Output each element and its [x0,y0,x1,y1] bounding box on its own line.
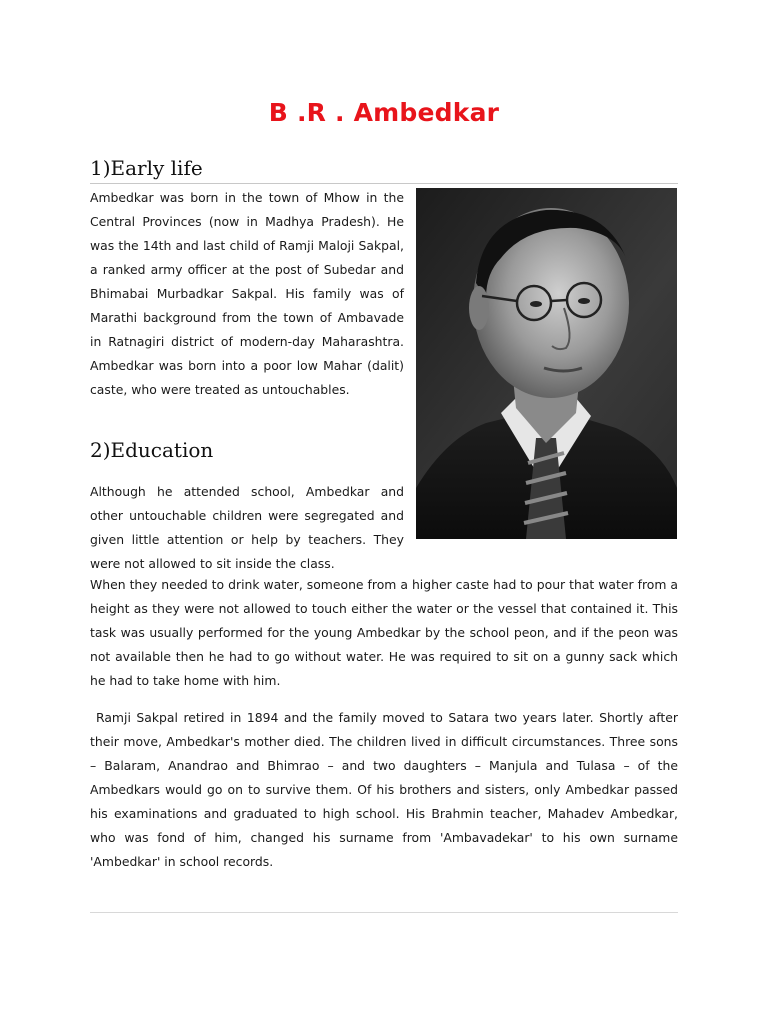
education-paragraph-full: When they needed to drink water, someone from a higher caste had to pour that water from a height as they were not allowed to touch either the water or the vessel that contained it. This task was usually performed for the young Ambedkar by the school peon, and if the peon was not available then he had to go without water. He was required to sit on a gunny sack which he had to take home with him. [90,577,678,688]
education-paragraph-wrapped: Although he attended school, Ambedkar and other untouchable children were segregated and given little attention or help by teachers. They were not allowed to sit inside the class. [90,484,404,571]
section-heading-early-life: 1)Early life [90,156,203,180]
portrait-photo [416,188,677,539]
footer-divider [90,912,678,913]
early-life-paragraph: Ambedkar was born in the town of Mhow in the Central Provinces (now in Madhya Pradesh). He was the 14th and last child of Ramji Maloji Sakpal, a ranked army officer at the post of Subedar and Bhimabai Murbadkar Sakpal. His family was of Marathi background from the town of Ambavade in Ratnagiri district of modern-day Maharashtra. Ambedkar was born into a poor low Mahar (dalit) caste, who were treated as untouchables. [90,190,404,397]
document-title: B .R . Ambedkar [268,98,500,127]
heading-divider [90,183,678,184]
later-life-paragraph: Ramji Sakpal retired in 1894 and the family moved to Satara two years later. Shortly after their move, Ambedkar's mother died. The children lived in difficult circumstances. Three sons – Balaram, Anandrao and Bhimrao – and two daughters – Manjula and Tulasa – of the Ambedkars would go on to survive them. Of his brothers and sisters, only Ambedkar passed his examinations and graduated to high school. His Brahmin teacher, Mahadev Ambedkar, who was fond of him, changed his surname from 'Ambavadekar' to his own surname 'Ambedkar' in school records. [90,710,678,869]
section-heading-education: 2)Education [90,438,214,462]
